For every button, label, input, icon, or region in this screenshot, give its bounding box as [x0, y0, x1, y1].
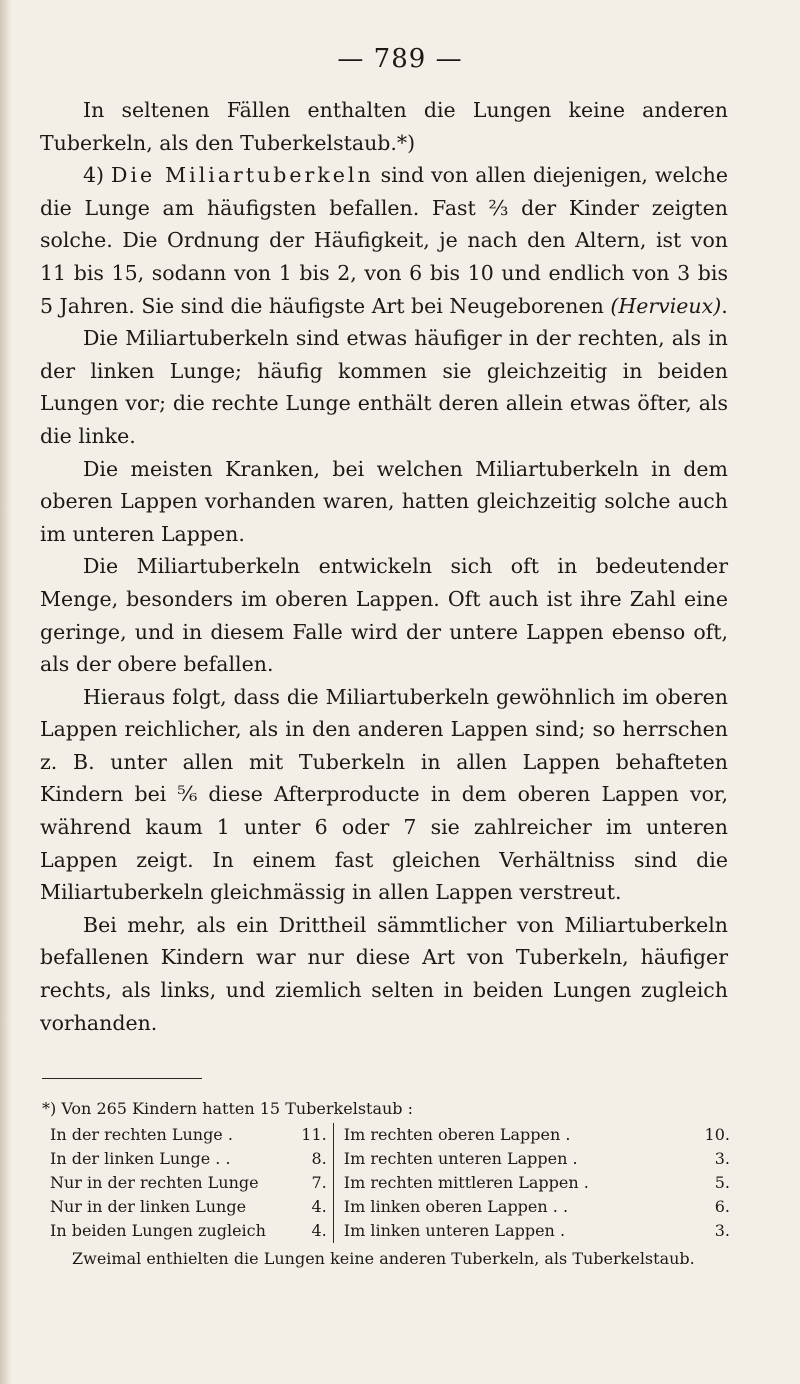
row-label: Im rechten mittleren Lappen . [343, 1173, 589, 1192]
page-number: — 789 — [337, 44, 463, 74]
row-label: Nur in der linken Lunge [50, 1197, 247, 1216]
row-value: 8. [311, 1149, 327, 1168]
table-row [344, 1171, 730, 1195]
row-value: 6. [714, 1197, 730, 1216]
row-value: 5. [714, 1173, 730, 1192]
paragraph-2-body: sind von allen diejenigen, welche die Lunge am häufigsten befallen. Fast ⅔ der Kinder zeigten solche. Die Ordnung der Häufigkeit, je nach den Altern, ist von 11 bis 15, sodann von 1 bis 2, von 6 bis 10 und endlich von 3 bis 5 Jahren. Sie sind die häufigste Art bei Neugeborenen [40, 163, 728, 318]
footnote-divider [42, 1078, 202, 1079]
row-label: In beiden Lungen zugleich [50, 1221, 266, 1240]
table-row [50, 1219, 327, 1243]
paragraph-2-lead: 4) [83, 163, 112, 188]
paragraph-2 [40, 159, 728, 322]
paragraph-7: Bei mehr, als ein Drittheil sämmtlicher von Miliartuberkeln befallenen Kindern war nur diese Art von Tuberkeln, häufiger rechts, als links, und ziemlich selten in beiden Lungen zugleich vorhanden. [40, 912, 728, 1035]
row-value: 4. [311, 1197, 327, 1216]
row-value: 3. [714, 1149, 730, 1168]
footnote-right-column [334, 1123, 730, 1243]
row-value: 7. [311, 1173, 327, 1192]
row-label: Im rechten unteren Lappen . [343, 1149, 578, 1168]
table-row [344, 1123, 730, 1147]
paragraph-3: Die Miliartuberkeln sind etwas häufiger in der rechten, als in der linken Lunge; häufig kommen sie gleichzeitig in beiden Lungen vor; die rechte Lunge enthält deren allein etwas öfter, als die linke. [40, 326, 728, 448]
row-label: Nur in der rechten Lunge [50, 1173, 259, 1192]
footnote-table [42, 1123, 730, 1243]
footnote-left-column [42, 1123, 334, 1243]
citation: (Hervieux) [610, 293, 722, 318]
paragraph-5: Die Miliartuberkeln entwickeln sich oft in bedeutender Menge, besonders im oberen Lappen. Oft auch ist ihre Zahl eine geringe, und in diesem Falle wird der untere Lappen ebenso oft, als der obere befallen. [40, 554, 728, 677]
main-text [40, 94, 728, 1039]
table-row [344, 1147, 730, 1171]
row-label: Im linken unteren Lappen . [343, 1221, 566, 1240]
footnote-intro: *) Von 265 Kindern hatten 15 Tuberkelstaub : [42, 1099, 414, 1118]
paragraph-4: Die meisten Kranken, bei welchen Miliartuberkeln in dem oberen Lappen vorhanden waren, hatten gleichzeitig solche auch im unteren Lappen. [40, 456, 728, 546]
book-spine-shadow [0, 0, 12, 1384]
table-row [50, 1123, 327, 1147]
table-row [50, 1147, 327, 1171]
row-label: Im rechten oberen Lappen . [343, 1125, 571, 1144]
footnote [42, 1097, 730, 1271]
row-label: In der rechten Lunge . [50, 1125, 233, 1144]
section-heading: Die Miliartuberkeln [111, 163, 374, 188]
row-value: 10. [704, 1125, 730, 1144]
paragraph-2-tail: . [721, 293, 728, 318]
row-value: 11. [301, 1125, 327, 1144]
row-label: Im linken oberen Lappen . . [343, 1197, 569, 1216]
table-row [50, 1171, 327, 1195]
row-value: 3. [714, 1221, 730, 1240]
footnote-outro: Zweimal enthielten die Lungen keine anderen Tuberkeln, als Tuberkelstaub. [72, 1249, 695, 1268]
table-row [50, 1195, 327, 1219]
table-row [344, 1219, 730, 1243]
row-value: 4. [311, 1221, 327, 1240]
table-row [344, 1195, 730, 1219]
row-label: In der linken Lunge . . [50, 1149, 231, 1168]
paragraph-1: In seltenen Fällen enthalten die Lungen keine anderen Tuberkeln, als den Tuberkelstaub.*) [40, 98, 728, 155]
paragraph-6: Hieraus folgt, dass die Miliartuberkeln gewöhnlich im oberen Lappen reichlicher, als in den anderen Lappen sind; so herrschen z. B. unter allen mit Tuberkeln in allen Lappen behafteten Kindern bei ⁵⁄₆ diese Afterproducte in dem oberen Lappen vor, während kaum 1 unter 6 oder 7 sie zahlreicher im unteren Lappen zeigt. In einem fast gleichen Verhältniss sind die Miliartuberkeln gleichmässig in allen Lappen verstreut. [40, 684, 728, 905]
